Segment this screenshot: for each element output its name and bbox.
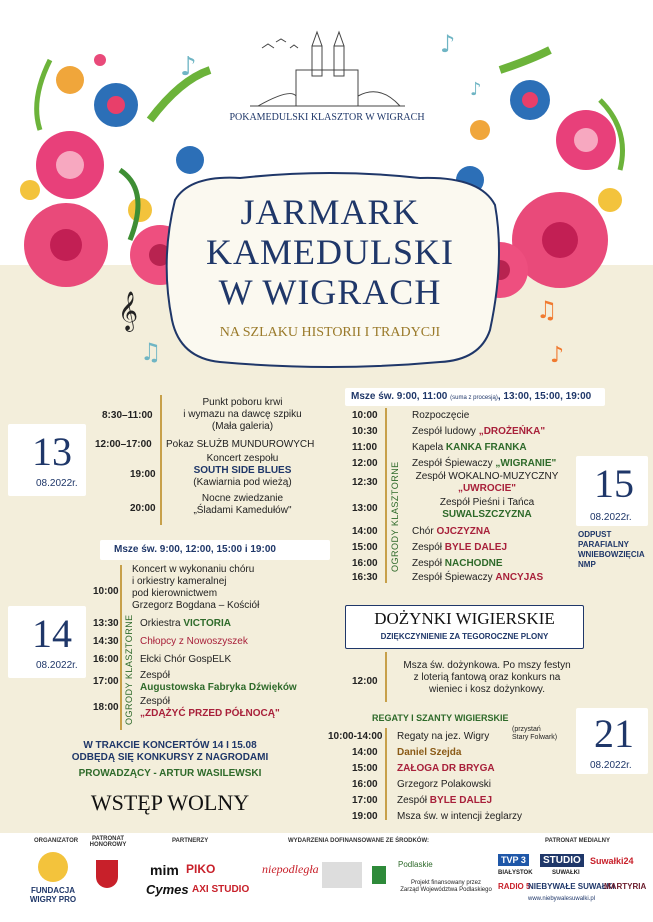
text: Zespół: [397, 795, 430, 806]
day13-number: 13: [32, 429, 72, 474]
monastery-icon: [250, 32, 405, 106]
day15-mass: [351, 391, 591, 402]
text: WNIEBOWZIĘCIA: [578, 550, 645, 559]
niepodlegla-logo: niepodległa: [262, 862, 319, 876]
day14-number: 14: [32, 611, 72, 656]
day21-date: 08.2022r.: [590, 760, 632, 771]
text: Projekt finansowany przez: [410, 880, 482, 886]
ministry-logo-icon: [322, 862, 362, 888]
dozynki-time: 12:00: [352, 676, 378, 687]
day21-number: 21: [594, 711, 634, 756]
day14-event-2: Orkiestra VICTORIA: [140, 618, 231, 629]
text: Nocne zwiedzanie: [201, 493, 284, 504]
day14-time-5: 17:00: [93, 676, 119, 687]
text: Msze św. 9:00, 11:00: [351, 391, 448, 402]
day13-event-2: Pokaz SŁUŻB MUNDUROWYCH: [166, 439, 315, 450]
niebywale-url: www.niebywalesuwalki.pl: [528, 896, 596, 902]
title-line-2: KAMEDULSKI: [206, 232, 454, 272]
dozynki-box: [345, 605, 584, 649]
funding-label: WYDARZENIA DOFINANSOWANE ZE ŚRODKÓW:: [288, 838, 429, 844]
free-entry: WSTĘP WOLNY: [90, 790, 250, 815]
day21-time-3: 15:00: [352, 763, 378, 774]
text: Zarząd Województwa Podlaskiego: [400, 887, 492, 893]
day21-box: [576, 708, 648, 774]
text: i wymazu na dawcę szpiku: [183, 409, 302, 420]
day21-time-4: 16:00: [352, 779, 378, 790]
text: Zespół Pieśni i Tańca: [439, 497, 535, 508]
text: ANCYJAS: [495, 572, 544, 583]
studio-logo: STUDIO: [540, 854, 584, 867]
day21-event-5: [397, 795, 492, 807]
day21-timeline: [385, 728, 387, 820]
text: Msza św. dożynkowa. Po mszy festyn: [403, 660, 571, 671]
radio5-logo: RADIO 5: [498, 882, 531, 891]
text: SUWALSZCZYZNA: [442, 509, 532, 520]
text: W TRAKCIE KONCERTÓW 14 I 15.08: [83, 740, 257, 751]
text: Zespół: [412, 542, 445, 553]
text: BYLE DALEJ: [429, 795, 493, 806]
text: „UWROCIE": [457, 483, 517, 494]
text: KANKA FRANKA: [445, 442, 527, 453]
day21-time-6: 19:00: [352, 811, 378, 822]
text: „ZDĄŻYĆ PRZED PÓŁNOCĄ": [140, 708, 280, 719]
day15-time-1: 10:00: [352, 410, 378, 421]
text: Zespół: [140, 670, 171, 681]
day21-event-3: ZAŁOGA DR BRYGA: [397, 763, 495, 774]
text: Punkt poboru krwi: [202, 397, 283, 408]
day15-timeline: [385, 408, 387, 583]
martyria-logo: MARTYRIA: [604, 882, 647, 891]
day13-time-1: 8:30–11:00: [102, 410, 153, 421]
svg-text:♪: ♪: [470, 79, 482, 100]
day13-event-3: [165, 453, 320, 489]
text: Zespół: [412, 558, 445, 569]
svg-text:♪: ♪: [440, 30, 456, 58]
svg-text:♫: ♫: [140, 338, 162, 366]
text: FUNDACJA: [31, 886, 75, 895]
day14-time-6: 18:00: [93, 702, 119, 713]
fundacja-logo-icon: [38, 852, 68, 882]
day21-time-2: 14:00: [352, 747, 378, 758]
projekt-note: [396, 880, 496, 894]
day14-mass: Msze św. 9:00, 12:00, 15:00 i 19:00: [114, 544, 276, 555]
day15-time-2: 10:30: [352, 426, 378, 437]
day21-event-4: Grzegorz Polakowski: [397, 779, 491, 790]
day15-event-7: [412, 526, 490, 538]
gmina-logo-icon: [372, 866, 386, 884]
subtitle: NA SZLAKU HISTORII I TRADYCJI: [219, 325, 441, 340]
text: PARAFIALNY: [578, 540, 629, 549]
suwalki24-logo: Suwałki24: [590, 856, 634, 866]
text: NMP: [578, 560, 596, 569]
text: BYLE DALEJ: [444, 542, 508, 553]
day15-event-1: Rozpoczęcie: [412, 410, 470, 421]
studio-city: SUWAŁKI: [552, 870, 580, 876]
podlaskie-logo: Podlaskie: [398, 860, 433, 869]
day13-box: [8, 424, 86, 496]
text: i orkiestry kameralnej: [132, 576, 227, 587]
day15-time-8: 15:00: [352, 542, 378, 553]
day21-event-1: Regaty na jez. Wigry: [397, 731, 490, 742]
tvp3-city: BIAŁYSTOK: [498, 870, 533, 876]
title-line-3: W WIGRACH: [218, 272, 442, 312]
text: wieniec i kosz dożynkowy.: [429, 684, 545, 695]
svg-text:♪: ♪: [180, 52, 197, 82]
day15-event-10: [412, 572, 543, 584]
day15-event-2: [412, 426, 545, 438]
day15-time-3: 11:00: [352, 442, 378, 453]
dozynki-event: [392, 660, 582, 696]
patronage-label: [88, 836, 128, 848]
text: ODBĘDĄ SIĘ KONKURSY Z NAGRODAMI: [71, 752, 269, 763]
day21-time-1: 10:00-14:00: [328, 731, 383, 742]
text: z loterią fantową oraz konkurs na: [413, 672, 561, 683]
text: WIGRY PRO: [29, 895, 77, 904]
text: Stary Folwark): [512, 734, 558, 741]
text: Kapela: [412, 442, 446, 453]
mim-logo: mim: [150, 862, 179, 878]
day21-time-5: 17:00: [352, 795, 378, 806]
text: Zespół WOKALNO-MUZYCZNY: [415, 471, 559, 482]
odpust-label: [578, 530, 645, 570]
text: PATRONAT: [92, 836, 124, 842]
day13-time-4: 20:00: [130, 503, 156, 514]
text: Zespół ludowy: [412, 426, 479, 437]
monastery-name: POKAMEDULSKI KLASZTOR W WIGRACH: [229, 112, 425, 123]
text: „DROŻEŃKA": [478, 426, 546, 437]
text: Augustowska Fabryka Dźwięków: [140, 682, 297, 693]
text: (Kawiarnia pod wieżą): [193, 477, 292, 488]
day13-timeline: [160, 395, 162, 525]
piko-logo: PIKO: [186, 862, 216, 876]
music-note-orange-icon: ♫: [536, 296, 558, 324]
day13-time-3: 19:00: [130, 469, 156, 480]
crest-icon: [96, 860, 118, 888]
day15-event-3: [412, 442, 527, 454]
text: Zespół: [140, 696, 171, 707]
day21-event-1-note: [512, 726, 557, 742]
treble-clef-icon: 𝄞: [118, 291, 139, 331]
day13-time-2: 12:00–17:00: [95, 439, 152, 450]
day15-number: 15: [594, 461, 634, 506]
partners-label: PARTNERZY: [172, 838, 209, 844]
day15-event-4: [412, 458, 556, 470]
day14-event-1: [132, 564, 259, 612]
text: Koncert zespołu: [206, 453, 279, 464]
dozynki-subtitle: DZIĘKCZYNIENIE ZA TEGOROCZNE PLONY: [380, 632, 549, 641]
day14-time-1: 10:00: [93, 586, 119, 597]
text: „Śladami Kamedułów": [193, 505, 292, 516]
day21-event-2: Daniel Szejda: [397, 747, 462, 758]
day14-event-3: Chłopcy z Nowoszyszek: [140, 636, 248, 647]
day14-box: [8, 606, 86, 678]
day14-time-2: 13:30: [93, 618, 119, 629]
organizer-label: ORGANIZATOR: [34, 838, 79, 844]
media-label: PATRONAT MEDIALNY: [545, 838, 610, 844]
axi-logo: AXI STUDIO: [192, 884, 250, 895]
text: NACHODNE: [444, 558, 503, 569]
day14-mass-box: [100, 540, 330, 560]
day15-mass-box: [345, 388, 605, 406]
text: Koncert w wykonaniu chóru: [132, 564, 255, 575]
text: „WIGRANIE": [495, 458, 557, 469]
text: (Mała galeria): [211, 421, 274, 432]
text: Zespół Śpiewaczy: [412, 458, 496, 469]
contest-note: [40, 740, 300, 764]
text: HONOROWY: [89, 842, 127, 848]
day14-event-4: Ełcki Chór GospELK: [140, 654, 232, 665]
text: , 13:00, 15:00, 19:00: [497, 391, 592, 402]
text: Zespół Śpiewaczy: [412, 572, 496, 583]
fundacja-logo-text: [28, 886, 78, 904]
day15-time-7: 14:00: [352, 526, 378, 537]
text: (suma z procesją): [450, 395, 498, 401]
dozynki-timeline: [385, 652, 387, 702]
day14-gardens-label: OGRODY KLASZTORNE: [124, 614, 134, 725]
floral-decoration: [0, 0, 653, 380]
day15-box: [576, 456, 648, 526]
day14-time-4: 16:00: [93, 654, 119, 665]
host: PROWADZĄCY - ARTUR WASILEWSKI: [78, 768, 262, 779]
day13-event-1: [165, 397, 320, 433]
day15-gardens-label: OGRODY KLASZTORNE: [390, 461, 400, 572]
text: SOUTH SIDE BLUES: [193, 465, 292, 476]
text: pod kierownictwem: [132, 588, 218, 599]
cymes-logo: Cymes: [146, 882, 189, 897]
day15-event-8: [412, 542, 507, 554]
text: OJCZYZNA: [436, 526, 491, 537]
day14-timeline: [120, 565, 122, 730]
page-title: [180, 192, 480, 312]
day15-time-9: 16:00: [352, 558, 378, 569]
day14-event-6: [140, 696, 280, 720]
day15-event-5: [412, 471, 562, 495]
day14-date: 08.2022r.: [36, 660, 78, 671]
tvp3-logo: TVP 3: [498, 854, 529, 866]
text: Chór: [412, 526, 437, 537]
day15-time-10: 16:30: [352, 572, 378, 583]
day15-date: 08.2022r.: [590, 512, 632, 523]
text: Grzegorz Bogdana – Kościół: [132, 600, 260, 611]
day15-event-9: [412, 558, 503, 570]
text: ODPUST: [578, 530, 612, 539]
music-note-orange2-icon: ♪: [550, 343, 565, 368]
day15-event-6: [412, 497, 562, 521]
day15-time-4: 12:00: [352, 458, 378, 469]
dozynki-title: DOŻYNKI WIGIERSKIE: [374, 609, 555, 628]
niebywale-logo: NIEBYWAŁE SUWAŁKI: [528, 882, 615, 891]
day14-time-3: 14:30: [93, 636, 119, 647]
day15-time-5: 12:30: [352, 477, 378, 488]
day15-time-6: 13:00: [352, 503, 378, 514]
day13-event-4: [165, 493, 320, 517]
regatta-heading: REGATY I SZANTY WIGIERSKIE: [372, 713, 509, 723]
day21-event-6: Msza św. w intencji żeglarzy: [397, 811, 523, 822]
day13-date: 08.2022r.: [36, 478, 78, 489]
title-line-1: JARMARK: [240, 192, 420, 232]
day14-event-5: [140, 670, 297, 694]
text: (przystań: [512, 726, 541, 733]
